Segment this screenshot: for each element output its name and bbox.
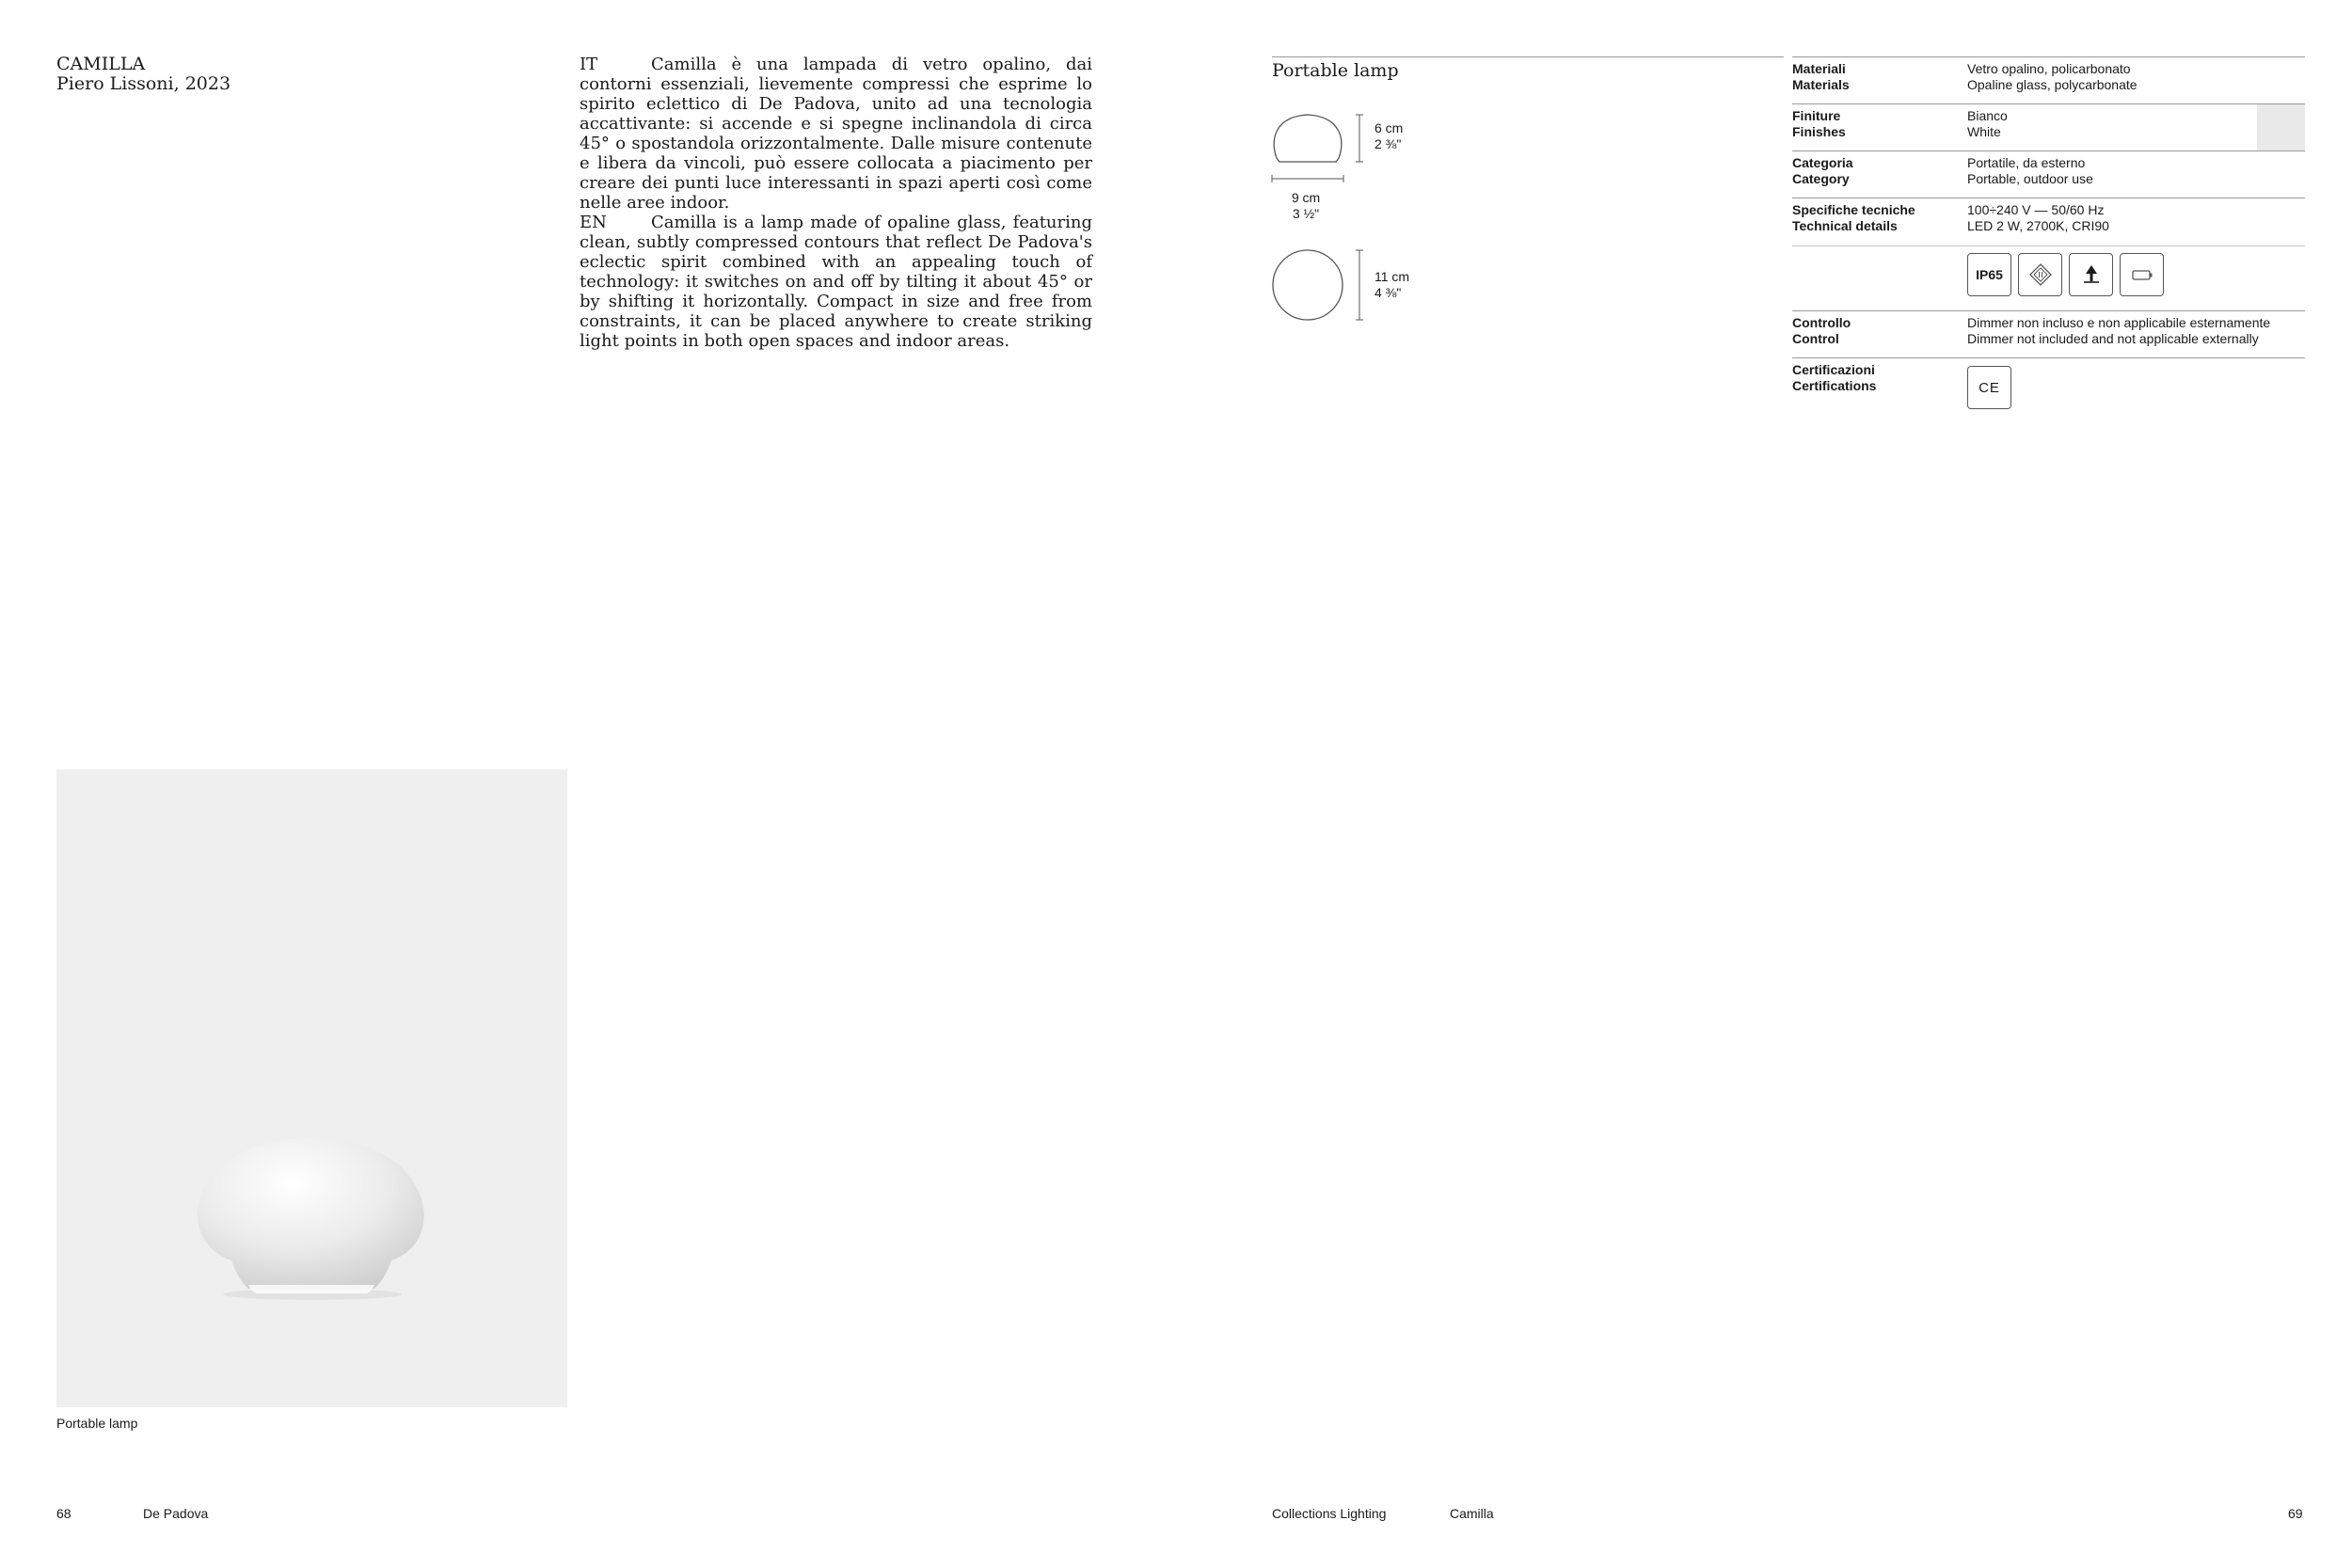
description-en xyxy=(580,213,1092,351)
lamp-side-view xyxy=(1274,115,1342,162)
spec-row-certifications: Certificazioni Certifications CE xyxy=(1792,357,2305,415)
footer-product: Camilla xyxy=(1450,1506,1494,1521)
lang-label-it: IT xyxy=(580,55,598,74)
spec-row-technical: Specifiche tecniche Technical details 100÷240 V — 50/60 Hz LED 2 W, 2700K, CRI90 xyxy=(1792,198,2305,245)
lang-label-en: EN xyxy=(580,213,607,232)
width-label: 9 cm 3 ½" xyxy=(1291,190,1321,221)
description-it-text: Camilla è una lampada di vetro opalino, dai contorni essenziali, lievemente compressi che esprime lo spirito eclettico di De Padova, unito ad una tecnologia accattivante: si accende e si spegne inclinandola di circa 45° o spostandola orizzontalmente. Dalle misure contenute e libera da vincoli, può essere collocata a piacimento per creare dei punti luce interessanti in spazi aperti così come nelle aree indoor. xyxy=(580,55,1092,213)
product-name: CAMILLA xyxy=(56,54,146,74)
description-en-text: Camilla is a lamp made of opaline glass, featuring clean, subtly compressed contours that reflect De Padova's eclectic spirit combined with an appealing touch of technology: it switches on and off by tilting it about 45° or by shifting it horizontally. Compact in size and free from constraints, it can be placed anywhere to create striking light points in both open spaces and indoor areas. xyxy=(580,213,1092,351)
ip65-icon: IP65 xyxy=(1967,253,2011,296)
diagram-divider xyxy=(1272,56,1784,57)
diagram-title: Portable lamp xyxy=(1272,60,1399,81)
spec-row-control: Controllo Control Dimmer non incluso e non applicabile esternamente Dimmer not included and not applicable externally xyxy=(1792,310,2305,358)
footer-page-number-right: 69 xyxy=(2288,1506,2303,1521)
spec-row-finishes: Finiture Finishes Bianco White xyxy=(1792,103,2305,151)
tilt-switch-icon xyxy=(2069,253,2113,296)
designer-year: Piero Lissoni, 2023 xyxy=(56,73,231,94)
description-it xyxy=(580,55,1092,213)
lamp-illustration xyxy=(56,769,567,1407)
finish-swatch-white xyxy=(2257,104,2305,150)
spec-row-icons xyxy=(1792,245,2305,310)
height-label: 6 cm 2 ⅜" xyxy=(1375,120,1404,151)
title-block xyxy=(56,55,230,94)
ce-mark-icon: CE xyxy=(1967,366,2011,409)
product-photo xyxy=(56,769,567,1407)
spec-row-materials: Materiali Materials Vetro opalino, policarbonato Opaline glass, polycarbonate xyxy=(1792,56,2305,104)
photo-caption: Portable lamp xyxy=(56,1416,138,1431)
footer-section: Collections Lighting xyxy=(1272,1506,1387,1521)
lamp-top-view xyxy=(1273,250,1343,320)
diameter-label: 11 cm 4 ⅜" xyxy=(1375,269,1410,300)
footer-page-number-left: 68 xyxy=(56,1506,72,1521)
class-iii-diamond-icon xyxy=(2018,253,2062,296)
footer-brand: De Padova xyxy=(143,1506,209,1521)
battery-icon xyxy=(2120,253,2164,296)
spec-row-category: Categoria Category Portatile, da esterno Portable, outdoor use xyxy=(1792,150,2305,198)
